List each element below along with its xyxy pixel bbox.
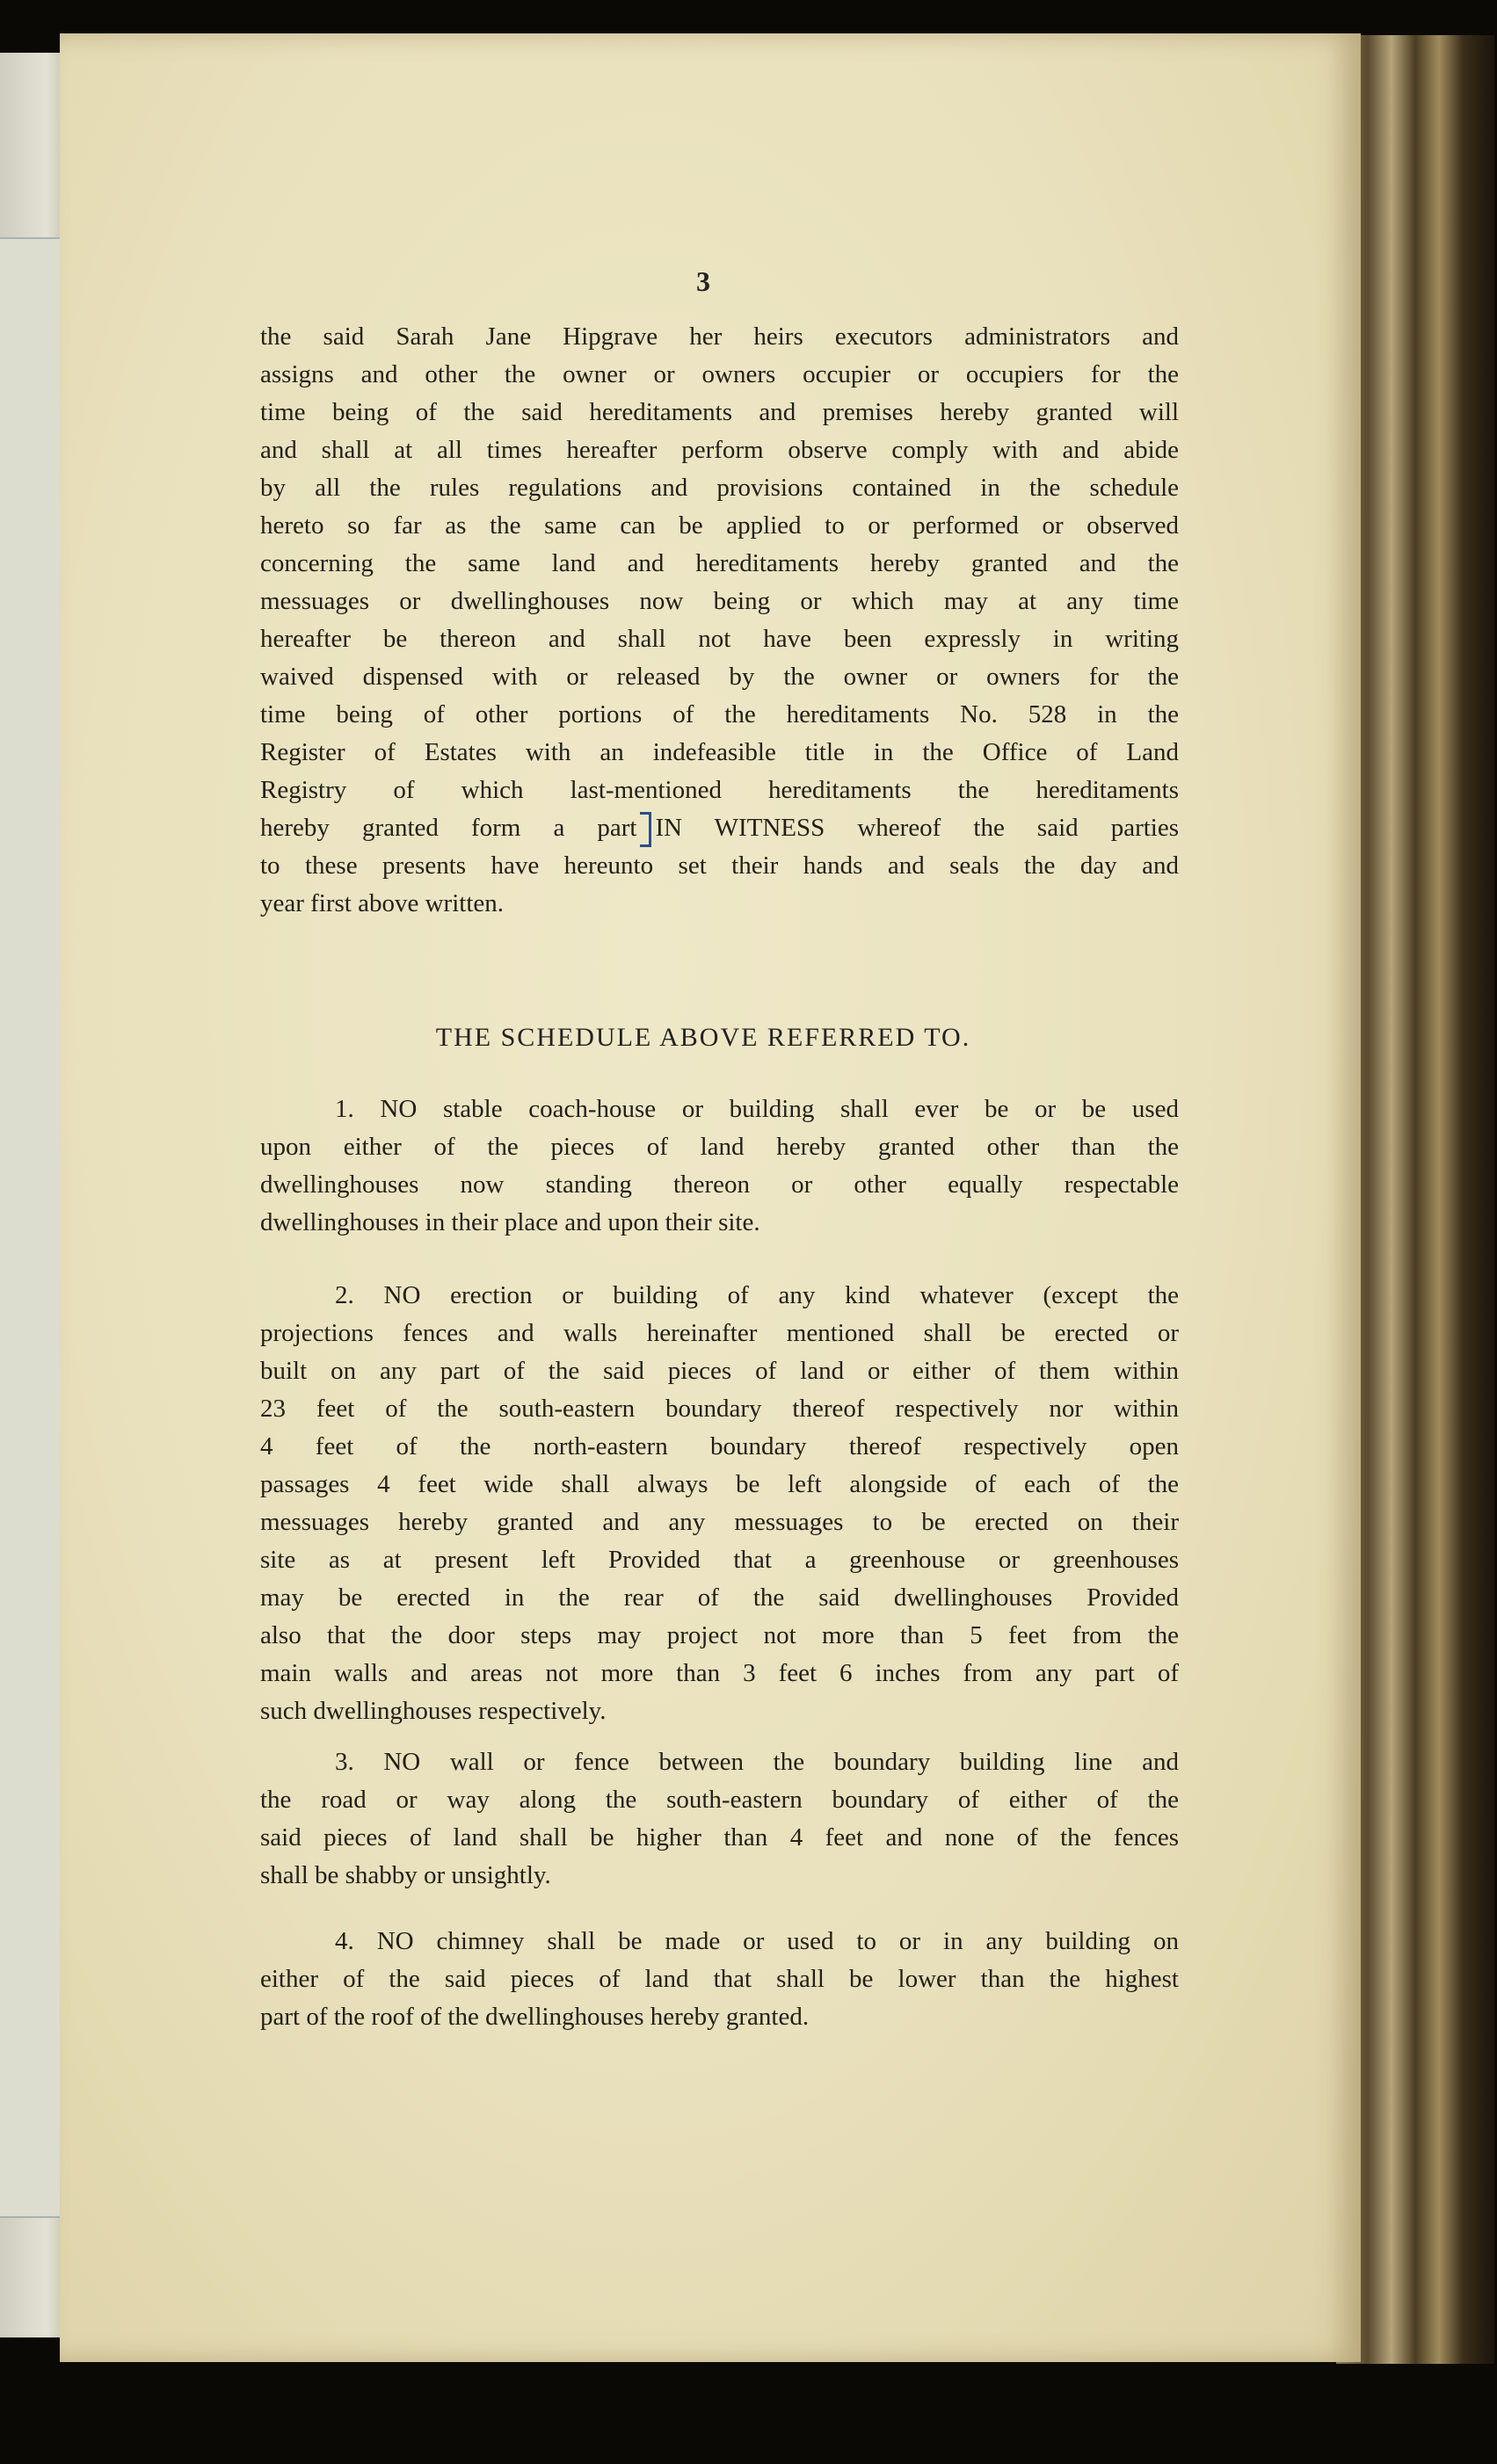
text-line: may be erected in the rear of the said dwellinghouses Provided — [260, 1583, 1179, 1612]
text-line: waived dispensed with or released by the owner or owners for the — [260, 663, 1179, 691]
text-line: time being of the said hereditaments and premises hereby granted will — [260, 398, 1179, 426]
text-line: either of the said pieces of land that shall be lower than the highest — [260, 1965, 1179, 1993]
text-line: said pieces of land shall be higher than 4 feet and none of the fences — [260, 1823, 1179, 1852]
text-line: upon either of the pieces of land hereby granted other than the — [260, 1133, 1179, 1161]
schedule-item-4 — [260, 1923, 1179, 2036]
text-line: by all the rules regulations and provisions contained in the schedule — [260, 474, 1179, 502]
opening-paragraph — [260, 318, 1179, 923]
text-line: main walls and areas not more than 3 feet 6 inches from any part of — [260, 1659, 1179, 1687]
text-line: projections fences and walls hereinafter mentioned shall be erected or — [260, 1319, 1179, 1347]
handwritten-bracket-mark — [640, 812, 651, 847]
text-line: 2. NO erection or building of any kind whatever (except the — [335, 1281, 1179, 1309]
text-line: time being of other portions of the hereditaments No. 528 in the — [260, 700, 1179, 728]
schedule-item-1 — [260, 1091, 1179, 1242]
text-line: hereto so far as the same can be applied to or performed or observed — [260, 511, 1179, 540]
schedule-item-3 — [260, 1743, 1179, 1895]
text-line: messuages hereby granted and any messuages to be erected on their — [260, 1508, 1179, 1536]
page-number: 3 — [696, 265, 710, 297]
text-line: 1. NO stable coach-house or building shall ever be or be used — [335, 1095, 1179, 1123]
text-line: hereafter be thereon and shall not have been expressly in writing — [260, 625, 1179, 653]
text-line: 3. NO wall or fence between the boundary building line and — [335, 1748, 1179, 1776]
schedule-item-2 — [260, 1277, 1179, 1730]
text-line: dwellinghouses in their place and upon their site. — [260, 1208, 760, 1236]
text-line: 23 feet of the south-eastern boundary thereof respectively nor within — [260, 1395, 1179, 1423]
witness-line-start: hereby granted form a part — [260, 814, 637, 842]
text-line: 4. NO chimney shall be made or used to or in any building on — [335, 1927, 1179, 1955]
text-line: part of the roof of the dwellinghouses hereby granted. — [260, 2003, 810, 2031]
witness-line-end: IN WITNESS whereof the said parties — [655, 814, 1179, 842]
witness-line — [260, 809, 1179, 847]
text-line: also that the door steps may project not more than 5 feet from the — [260, 1621, 1179, 1649]
text-line: 4 feet of the north-eastern boundary thereof respectively open — [260, 1432, 1179, 1460]
text-line: messuages or dwellinghouses now being or which may at any time — [260, 587, 1179, 615]
text-line: the said Sarah Jane Hipgrave her heirs executors administrators and — [260, 322, 1179, 351]
text-line: year first above written. — [260, 889, 505, 917]
text-line: assigns and other the owner or owners occupier or occupiers for the — [260, 360, 1179, 388]
text-line: shall be shabby or unsightly. — [260, 1861, 551, 1889]
text-line: built on any part of the said pieces of land or either of them within — [260, 1357, 1179, 1385]
text-line: and shall at all times hereafter perform observe comply with and abide — [260, 436, 1179, 464]
text-line: Register of Estates with an indefeasible title in the Office of Land — [260, 738, 1179, 766]
text-line: concerning the same land and hereditaments hereby granted and the — [260, 549, 1179, 577]
text-line: site as at present left Provided that a greenhouse or greenhouses — [260, 1546, 1179, 1574]
text-line: passages 4 feet wide shall always be left alongside of each of the — [260, 1470, 1179, 1498]
text-line: to these presents have hereunto set their hands and seals the day and — [260, 852, 1179, 880]
text-line: dwellinghouses now standing thereon or other equally respectable — [260, 1170, 1179, 1199]
schedule-heading: THE SCHEDULE ABOVE REFERRED TO. — [435, 1023, 971, 1052]
text-line: Registry of which last-mentioned hereditaments the hereditaments — [260, 776, 1179, 804]
text-line: the road or way along the south-eastern boundary of either of the — [260, 1786, 1179, 1814]
text-line: such dwellinghouses respectively. — [260, 1697, 607, 1725]
